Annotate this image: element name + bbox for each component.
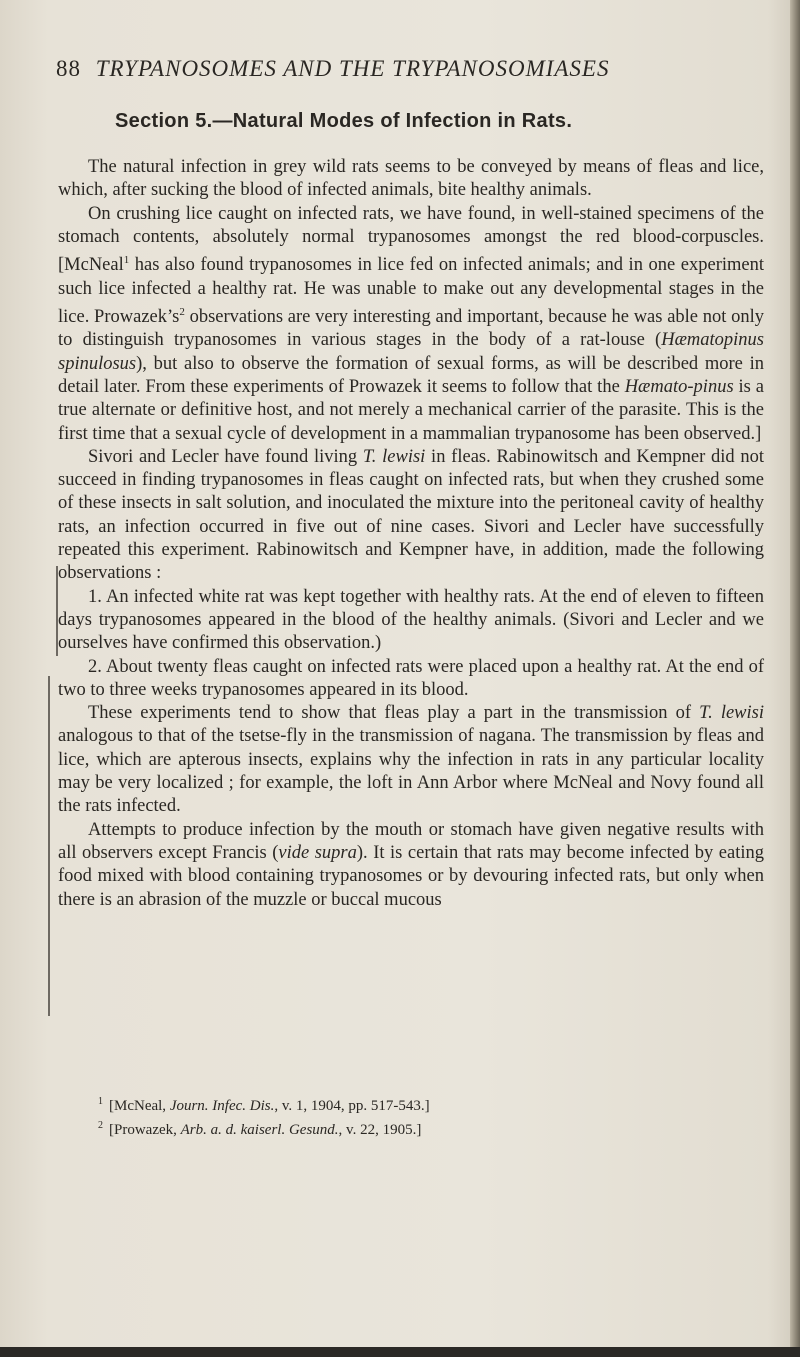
text-run: Attempts to produce infection by the mouth or stomach have given negative results with all observers except Francis (: [58, 819, 764, 863]
page-binding-edge: [790, 0, 800, 1357]
paragraph: [58, 819, 764, 912]
italic-text: Journ. Infec. Dis.: [169, 1098, 275, 1114]
pencil-margin-mark: [56, 566, 58, 656]
paragraph: [58, 656, 764, 703]
text-run: ), but also to observe the formation of sexual forms, as will be described more in detail later. From these experiments of Prowazek it seems to follow that the: [58, 353, 764, 397]
text-run: Sivori and Lecler have found living: [88, 446, 363, 467]
text-run: [McNeal,: [109, 1098, 170, 1114]
text-run: , v. 1, 1904, pp. 517-543.]: [274, 1098, 430, 1114]
footnote-marker: 2: [179, 305, 185, 318]
text-run: On crushing lice caught on infected rats, we have found, in well-stained specimens of the stomach contents, absolutely normal trypanosomes amongst the red blood-corpuscles. [McNeal: [58, 203, 764, 276]
text-run: has also found trypanosomes in lice fed on infected animals; and in one experiment such lice infected a healthy rat. He was unable to make out any developmental stages in the lice. Prowazek’s: [58, 255, 764, 328]
footnote-number: 2: [98, 1120, 103, 1131]
footnote-number: 1: [98, 1096, 103, 1107]
paragraph: [58, 702, 764, 818]
footnote-marker: 1: [123, 254, 130, 267]
page-number: 88: [56, 56, 81, 81]
text-run: These experiments tend to show that fleas play a part in the transmission of: [88, 703, 700, 724]
footnotes: [98, 1092, 718, 1140]
text-run: 1. An infected white rat was kept together with healthy rats. At the end of eleven to fifteen days trypanosomes appeared in the blood of the healthy animals. (Sivori and Lecler and we ourselves have confirmed this observation.): [58, 586, 764, 654]
paragraph: [58, 156, 764, 203]
italic-text: vide supra: [278, 842, 357, 863]
text-run: is a true alternate or definitive host, and not merely a mechanical carrier of the parasite. This is the first time that a sexual cycle of development in a mammalian trypanosome has been observed.]: [58, 376, 764, 444]
paragraph: [58, 203, 764, 446]
running-head: [56, 56, 756, 82]
running-head-title: TRYPANOSOMES AND THE TRYPANOSOMIASES: [95, 56, 610, 81]
section-heading: Section 5.—Natural Modes of Infection in Rats.: [115, 110, 573, 132]
pencil-margin-mark: [48, 676, 50, 1016]
italic-text: T. lewisi: [699, 703, 764, 724]
text-run: analogous to that of the tsetse-fly in the transmission of nagana. The transmission by fleas and lice, which are apterous insects, explains why the infection in rats in any particular locality may be very localized ; for example, the loft in Ann Arbor where McNeal and Novy found all the rats infected.: [58, 726, 764, 817]
body-text: [58, 156, 764, 912]
text-run: , v. 22, 1905.]: [338, 1122, 422, 1138]
text-run: in fleas. Rabinowitsch and Kempner did not succeed in finding trypanosomes in fleas caught on infected rats, but when they crushed some of these insects in salt solution, and inoculated the mixture into the peritoneal cavity of healthy rats, an infection occurred in five out of nine cases. Sivori and Lecler have successfully repeated this experiment. Rabinowitsch and Kempner have, in addition, made the following observations :: [58, 446, 764, 584]
footnote: [98, 1092, 718, 1116]
text-run: The natural infection in grey wild rats seems to be conveyed by means of fleas and lice, which, after sucking the blood of infected animals, bite healthy animals.: [58, 157, 764, 201]
text-run: observations are very interesting and important, because he was able not only to distinguish trypanosomes in various stages in the body of a rat-louse (: [58, 307, 764, 351]
paragraph: [58, 446, 764, 586]
italic-text: Hæmatopinus spinulosus: [58, 330, 764, 374]
italic-text: Arb. a. d. kaiserl. Gesund.: [180, 1122, 339, 1138]
text-run: [Prowazek,: [109, 1122, 181, 1138]
italic-text: Hæmato-pinus: [624, 376, 734, 397]
text-run: ). It is certain that rats may become infected by eating food mixed with blood containing trypanosomes or by devouring infected rats, but only when there is an abrasion of the muzzle or buccal mucous: [58, 842, 765, 910]
page-bottom-shadow: [0, 1347, 800, 1357]
paragraph: [58, 586, 764, 656]
footnote: [98, 1116, 718, 1140]
text-run: 2. About twenty fleas caught on infected rats were placed upon a healthy rat. At the end of two to three weeks trypanosomes appeared in its blood.: [58, 656, 764, 700]
italic-text: T. lewisi: [362, 446, 426, 467]
